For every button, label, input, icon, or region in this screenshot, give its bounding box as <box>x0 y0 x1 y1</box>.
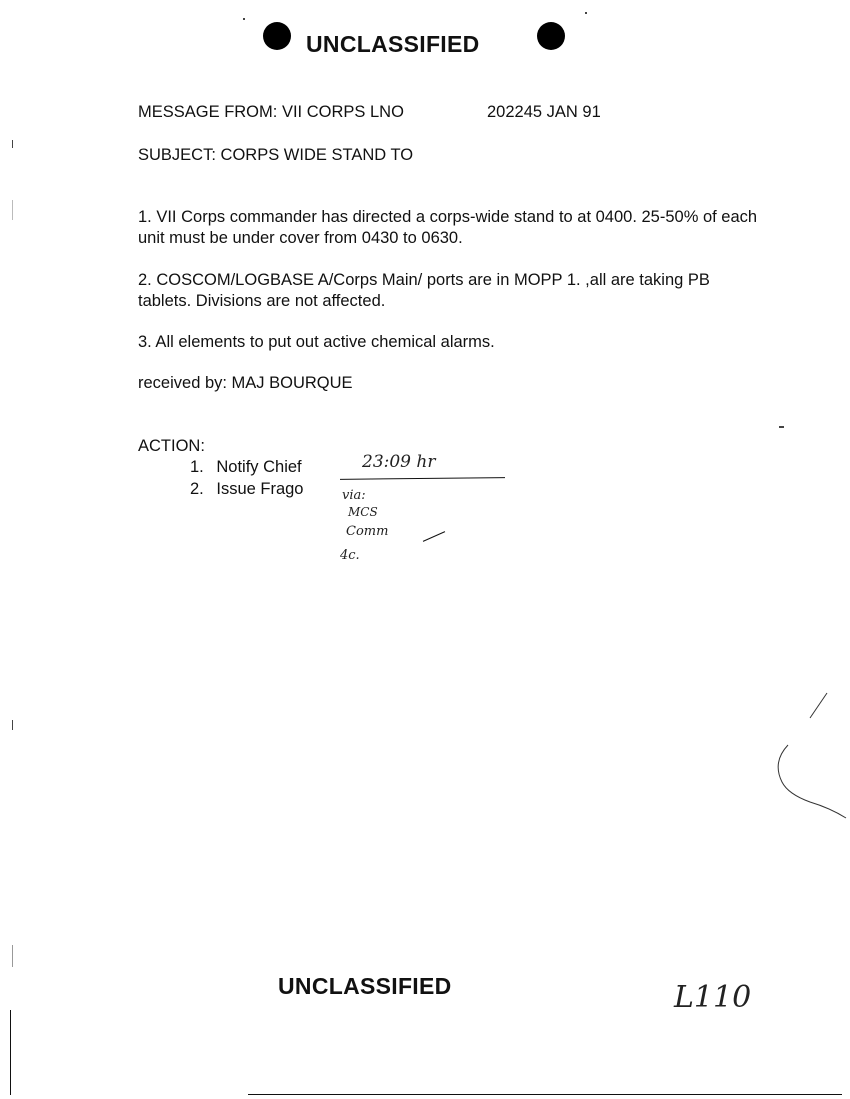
received-by: received by: MAJ BOURQUE <box>138 374 353 392</box>
message-from <box>138 103 404 122</box>
action-item <box>190 458 302 477</box>
header-classification: UNCLASSIFIED <box>306 31 480 57</box>
scan-speck <box>243 18 245 20</box>
scan-speck <box>12 140 13 148</box>
footer-classification: UNCLASSIFIED <box>278 973 452 999</box>
action-item-text: Issue Frago <box>216 480 304 498</box>
scan-speck <box>585 12 587 14</box>
paragraph-1: 1. VII Corps commander has directed a corps-wide stand to at 0400. 25-50% of each unit must be under cover from 0430 to 0630. <box>138 208 758 247</box>
message-subject <box>138 146 413 165</box>
handwritten-underline <box>340 477 505 480</box>
paragraph-2: 2. COSCOM/LOGBASE A/Corps Main/ ports are in MOPP 1. ,all are taking PB tablets. Divisions are not affected. <box>138 271 710 310</box>
scan-speck <box>12 720 13 730</box>
left-scan-line <box>10 1010 11 1095</box>
handwritten-note-line: 4c. <box>340 548 360 563</box>
message-from-value: VII CORPS LNO <box>281 103 404 121</box>
punch-hole-left <box>263 22 291 50</box>
handwritten-note-line: Comm <box>346 524 389 539</box>
scan-speck <box>779 426 784 428</box>
handwritten-page-mark: L110 <box>674 980 752 1015</box>
paragraph-3: 3. All elements to put out active chemical alarms. <box>138 333 495 351</box>
subject-value: CORPS WIDE STAND TO <box>220 146 414 164</box>
handwritten-note-line: MCS <box>348 505 378 519</box>
action-item <box>190 480 303 499</box>
margin-pen-strokes <box>770 690 850 830</box>
message-dtg: 202245 JAN 91 <box>487 103 601 121</box>
handwritten-note-line: via: <box>342 488 366 503</box>
subject-label: SUBJECT: <box>138 146 216 164</box>
action-label: ACTION: <box>138 437 205 455</box>
bottom-scan-line <box>248 1094 842 1095</box>
scan-speck <box>12 945 13 967</box>
action-item-number: 1. <box>190 458 204 476</box>
punch-hole-right <box>537 22 565 50</box>
scan-speck <box>12 200 13 220</box>
message-from-label: MESSAGE FROM: <box>138 103 278 121</box>
handwritten-tick <box>423 531 445 542</box>
action-item-number: 2. <box>190 480 204 498</box>
action-item-text: Notify Chief <box>216 458 302 476</box>
handwritten-time: 23:09 hr <box>362 452 436 472</box>
